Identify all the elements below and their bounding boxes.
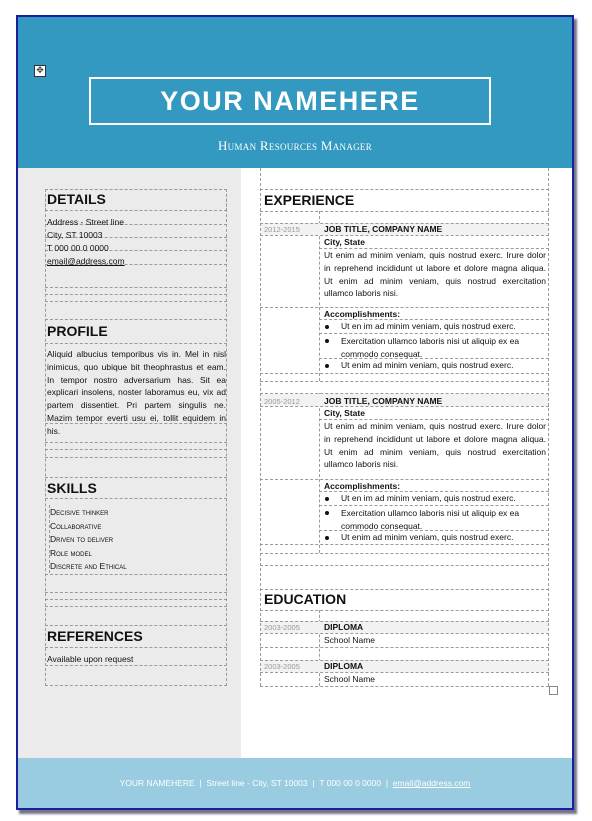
details-heading[interactable]: DETAILS [47,191,106,207]
right-table-right-border [548,168,549,686]
profile-text[interactable]: Aliquid albucius temporibus vis in. Mel in nisl inimicus, quo ubique bit theophrastus et eam. In tempor nostro adversarium has. Sit ea explicari insolens, noster laboramus eu, vix ad partem dissentiet. Pri partem singulis ne. Mazim tempor everti usu ei, tollit equidem in his. [47,349,226,436]
resume-job-title[interactable]: Human Resources Manager [217,138,373,153]
education-school[interactable]: School Name [324,674,376,684]
right-table-left-border [260,168,261,686]
footer-address[interactable]: Street line - City, ST 10003 [206,778,308,788]
skill-item[interactable]: Discrete and Ethical [50,561,127,571]
references-heading[interactable]: REFERENCES [47,628,143,644]
table-resize-handle-icon[interactable] [549,686,558,695]
footer-name[interactable]: YOUR NAMEHERE [119,778,195,788]
education-degree[interactable]: DIPLOMA [324,622,364,632]
accomplishment-item[interactable]: Exercitation ullamco laboris nisi ut aliquip ex ea commodo consequat. [341,336,520,359]
details-address[interactable]: Address - Street line [47,217,125,227]
details-email[interactable]: email@address.com [47,256,125,266]
job-years[interactable]: 2012-2015 [264,225,300,234]
skill-item[interactable]: Decisive thinker [50,507,109,517]
footer-email[interactable]: email@address.com [392,778,471,788]
education-row-shade [261,660,548,672]
profile-heading[interactable]: PROFILE [47,323,108,339]
details-phone[interactable]: T 000 00 0 0000 [47,243,109,253]
resume-name[interactable]: YOUR NAMEHERE [160,85,420,116]
skill-item[interactable]: Collaborative [50,521,102,531]
education-heading[interactable]: EDUCATION [264,591,347,607]
education-years[interactable]: 2003-2005 [264,623,300,632]
references-text[interactable]: Available upon request [47,654,134,664]
skills-heading[interactable]: SKILLS [47,480,97,496]
education-row-shade [261,621,548,633]
job-location[interactable]: City, State [324,237,365,247]
footer-separator: | [385,778,389,788]
accomplishment-item[interactable]: Ut en im ad minim veniam, quis nostrud exerc. [341,493,516,503]
job-location[interactable]: City, State [324,408,365,418]
footer-separator: | [199,778,202,788]
details-city[interactable]: City, ST 10003 [47,230,103,240]
education-years[interactable]: 2003-2005 [264,662,300,671]
accomplishments-label[interactable]: Accomplishments: [324,481,401,491]
experience-heading[interactable]: EXPERIENCE [264,192,355,208]
name-box[interactable] [89,77,491,125]
accomplishment-item[interactable]: Ut en im ad minim veniam, quis nostrud exerc. [341,321,516,331]
education-degree[interactable]: DIPLOMA [324,661,364,671]
skill-item[interactable]: Role model [50,548,92,558]
accomplishment-item[interactable]: Ut enim ad minim veniam, quis nostrud exerc. [341,360,514,370]
accomplishments-label[interactable]: Accomplishments: [324,309,401,319]
job-description[interactable]: Ut enim ad minim veniam, quis nostrud exerc. Irure dolor in reprehend incididunt ut labore et dolore magna aliqua. Ut enim ad minim veniam, quis nostrud exercitation ullamco laboris nisi. [324,421,546,470]
resume-page [16,15,574,810]
footer-separator: | [312,778,315,788]
job-description[interactable]: Ut enim ad minim veniam, quis nostrud exerc. Irure dolor in reprehend incididunt ut labore et dolore magna aliqua. Ut enim ad minim veniam, quis nostrud exercitation ullamco laboris nisi. [324,250,546,299]
job-title[interactable]: JOB TITLE, COMPANY NAME [324,224,443,234]
footer-phone[interactable]: T 000 00 0 0000 [319,778,382,788]
footer-band [18,758,572,808]
education-school[interactable]: School Name [324,635,376,645]
accomplishment-item[interactable]: Ut enim ad minim veniam, quis nostrud exerc. [341,532,514,542]
accomplishment-item[interactable]: Exercitation ullamco laboris nisi ut aliquip ex ea commodo consequat. [341,508,520,531]
skill-item[interactable]: Driven to deliver [50,534,114,544]
job-years[interactable]: 2005-2012 [264,397,300,406]
table-move-handle-icon[interactable]: ✥ [34,65,46,77]
job-title[interactable]: JOB TITLE, COMPANY NAME [324,396,443,406]
